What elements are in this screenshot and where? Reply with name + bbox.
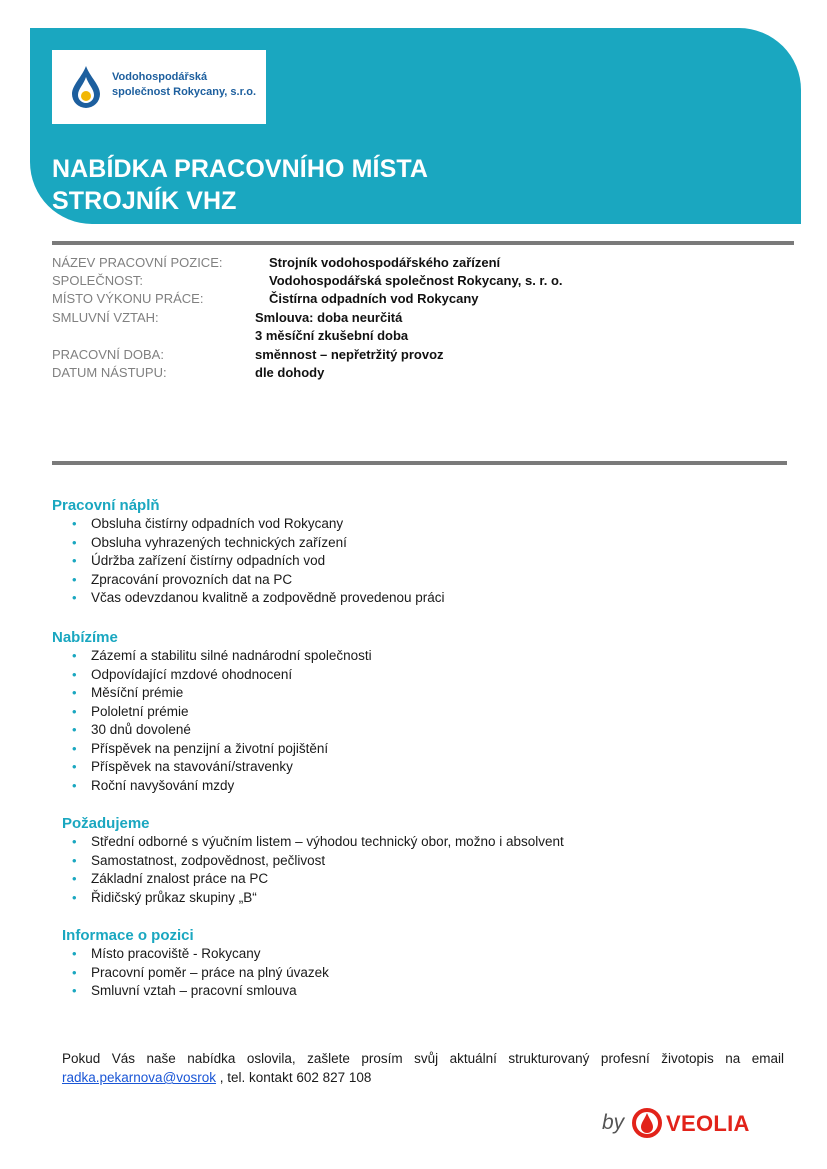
bullet-icon: • xyxy=(72,834,77,849)
position-label: NÁZEV PRACOVNÍ POZICE: xyxy=(52,255,223,270)
bullet-icon: • xyxy=(72,648,77,663)
section-title-offer: Nabízíme xyxy=(52,629,118,646)
list-item-text: Řidičský průkaz skupiny „B“ xyxy=(91,889,257,905)
list-item xyxy=(72,758,372,777)
bullet-icon: • xyxy=(72,685,77,700)
list-item xyxy=(72,889,564,908)
list-item-text: Včas odevzdanou kvalitně a zodpovědně provedenou práci xyxy=(91,590,445,605)
place-value: Čistírna odpadních vod Rokycany xyxy=(269,291,479,306)
place-label: MÍSTO VÝKONU PRÁCE: xyxy=(52,291,204,306)
bullet-icon: • xyxy=(72,946,77,961)
list-item-text: 30 dnů dovolené xyxy=(91,722,191,737)
section-title-info: Informace o pozici xyxy=(62,927,194,944)
bullet-icon: • xyxy=(72,703,77,719)
list-item-text: Zpracování provozních dat na PC xyxy=(91,571,293,587)
veolia-by-text: by xyxy=(602,1111,625,1134)
list-item-text: Zázemí a stabilitu silné nadnárodní společnosti xyxy=(91,648,372,663)
list-item xyxy=(72,515,445,534)
offer-list xyxy=(72,647,372,795)
bullet-icon: • xyxy=(72,983,77,998)
list-item xyxy=(72,552,445,571)
water-drop-icon xyxy=(66,65,106,109)
contract-value-1: Smlouva: doba neurčitá xyxy=(255,310,403,325)
bullet-icon: • xyxy=(72,759,77,774)
start-label: DATUM NÁSTUPU: xyxy=(52,365,167,380)
title-line-2: STROJNÍK VHZ xyxy=(52,187,237,215)
company-logo-text xyxy=(112,70,256,100)
bullet-icon: • xyxy=(72,740,77,756)
bullet-icon: • xyxy=(72,722,77,737)
veolia-brand-text: VEOLIA xyxy=(666,1111,750,1136)
list-item xyxy=(72,589,445,608)
list-item xyxy=(72,777,372,796)
list-item-text: Smluvní vztah – pracovní smlouva xyxy=(91,983,297,998)
list-item xyxy=(72,852,564,871)
list-item-text: Příspěvek na stavování/stravenky xyxy=(91,759,293,774)
divider-top xyxy=(52,241,794,245)
list-item xyxy=(72,740,372,759)
start-value: dle dohody xyxy=(255,365,325,380)
title-line-1: NABÍDKA PRACOVNÍHO MÍSTA xyxy=(52,155,429,183)
closing-text: Pokud Vás naše nabídka oslovila, zašlete prosím svůj aktuální strukturovaný profesní životopis na email xyxy=(62,1051,784,1066)
bullet-icon: • xyxy=(72,666,77,682)
list-item xyxy=(72,964,329,983)
bullet-icon: • xyxy=(72,852,77,868)
hours-value: směnnost – nepřetržitý provoz xyxy=(255,347,444,362)
list-item-text: Příspěvek na penzijní a životní pojištění xyxy=(91,740,329,756)
list-item-text: Samostatnost, zodpovědnost, pečlivost xyxy=(91,852,326,868)
list-item xyxy=(72,870,564,889)
bullet-icon: • xyxy=(72,889,77,905)
list-item xyxy=(72,647,372,666)
company-logo xyxy=(52,50,266,124)
list-item xyxy=(72,833,564,852)
list-item-text: Měsíční prémie xyxy=(91,685,184,700)
list-item-text: Údržba zařízení čistírny odpadních vod xyxy=(91,553,326,568)
list-item-text: Odpovídající mzdové ohodnocení xyxy=(91,666,293,682)
contract-value-2: 3 měsíční zkušební doba xyxy=(255,328,409,343)
list-item xyxy=(72,982,329,1001)
bullet-icon: • xyxy=(72,590,77,605)
logo-line-2: společnost Rokycany, s.r.o. xyxy=(112,86,257,98)
hours-label: PRACOVNÍ DOBA: xyxy=(52,347,164,362)
list-item-text: Obsluha vyhrazených technických zařízení xyxy=(91,534,347,550)
email-link[interactable]: radka.pekarnova@vosrok xyxy=(62,1070,217,1085)
bullet-icon: • xyxy=(72,777,77,793)
list-item xyxy=(72,684,372,703)
divider-bottom xyxy=(52,461,787,465)
list-item-text: Roční navyšování mzdy xyxy=(91,777,235,793)
list-item-text: Obsluha čistírny odpadních vod Rokycany xyxy=(91,516,344,531)
list-item-text: Základní znalost práce na PC xyxy=(91,871,269,886)
contract-label: SMLUVNÍ VZTAH: xyxy=(52,310,159,325)
position-value: Strojník vodohospodářského zařízení xyxy=(269,255,501,270)
bullet-icon: • xyxy=(72,534,77,550)
bullet-icon: • xyxy=(72,964,77,980)
bullet-icon: • xyxy=(72,871,77,886)
section-title-job: Pracovní náplň xyxy=(52,497,160,514)
list-item xyxy=(72,534,445,553)
bullet-icon: • xyxy=(72,571,77,587)
list-item xyxy=(72,666,372,685)
list-item-text: Pracovní poměr – práce na plný úvazek xyxy=(91,964,329,980)
bullet-icon: • xyxy=(72,516,77,531)
contact-line xyxy=(62,1068,371,1087)
company-label: SPOLEČNOST: xyxy=(52,273,144,288)
veolia-mark-icon xyxy=(632,1107,662,1139)
veolia-logo xyxy=(602,1107,752,1141)
list-item-text: Střední odborné s výučním listem – výhodou technický obor, možno i absolvent xyxy=(91,834,564,849)
list-item-text: Pololetní prémie xyxy=(91,703,189,719)
page-title xyxy=(52,153,428,217)
require-list xyxy=(72,833,564,907)
list-item xyxy=(72,945,329,964)
phone-text: , tel. kontakt 602 827 108 xyxy=(216,1070,372,1085)
bullet-icon: • xyxy=(72,553,77,568)
company-value: Vodohospodářská společnost Rokycany, s. r. o. xyxy=(269,273,563,288)
info-list xyxy=(72,945,329,1001)
list-item xyxy=(72,703,372,722)
job-list xyxy=(72,515,445,608)
list-item xyxy=(72,721,372,740)
list-item-text: Místo pracoviště - Rokycany xyxy=(91,946,261,961)
logo-line-1: Vodohospodářská xyxy=(112,71,208,83)
list-item xyxy=(72,571,445,590)
section-title-require: Požadujeme xyxy=(62,815,150,832)
